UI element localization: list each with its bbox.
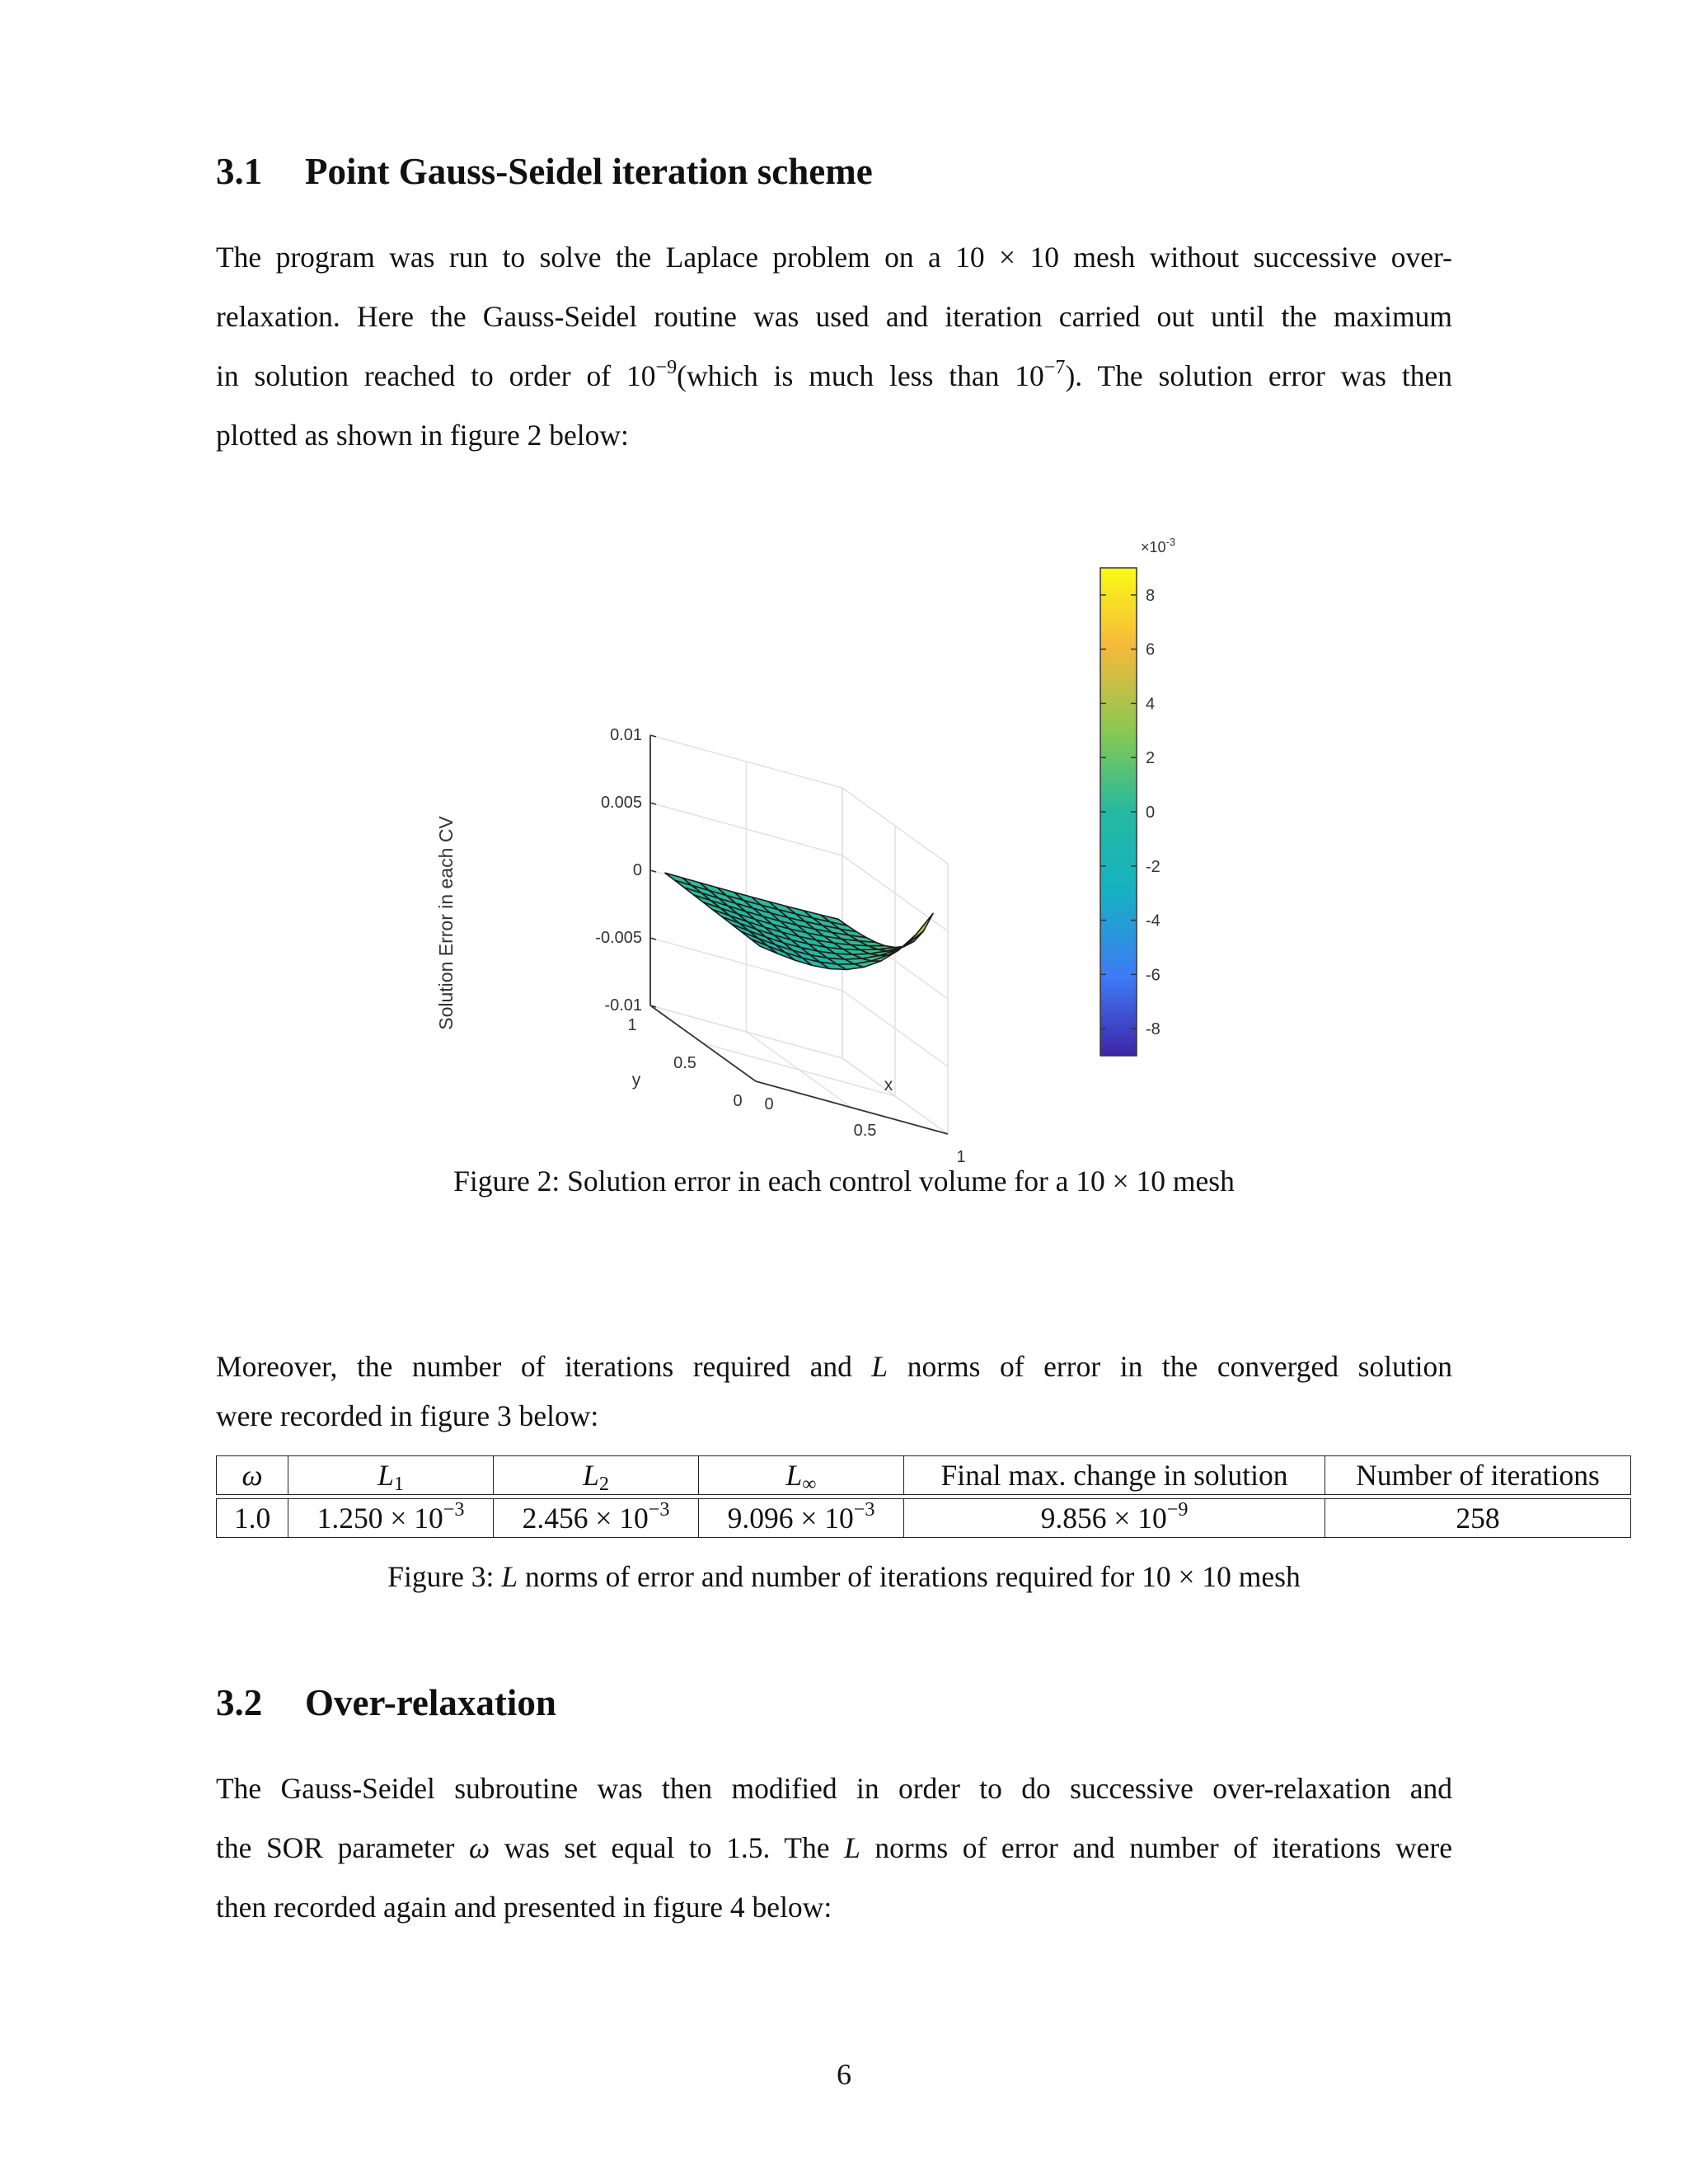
text-run: (which is much less than 10 — [677, 359, 1044, 392]
colorbar-tick-label: 0 — [1146, 804, 1156, 822]
superscript: −9 — [655, 356, 678, 379]
section-heading-3-2 — [216, 1681, 556, 1724]
text-run: norms of error in the converged solution — [888, 1350, 1452, 1383]
paragraph-line: the SOR parameter ω was set equal to 1.5. The L norms of error and number of iterations were — [216, 1831, 1453, 1864]
table-row — [216, 1498, 1631, 1538]
table-header-row — [216, 1455, 1631, 1495]
paragraph-line: relaxation. Here the Gauss-Seidel routine was used and iteration carried out until the maximum — [216, 300, 1452, 333]
z-tick-mark — [650, 803, 656, 804]
colorbar-multiplier: $\times 10^{-3}$ — [1141, 536, 1176, 555]
paragraph-intro — [216, 227, 1452, 465]
error-surface — [665, 873, 933, 969]
figure-2 — [412, 527, 1203, 1166]
x-axis-label: x — [884, 1076, 893, 1094]
z-tick-label: 0.005 — [600, 794, 642, 812]
x-tick-label: 1 — [956, 1148, 966, 1166]
paragraph-sor — [216, 1759, 1452, 1937]
text-run: Moreover, the number of iterations required and — [216, 1350, 872, 1383]
header-final-change: Final max. change in solution — [904, 1455, 1325, 1495]
section-title: Over-relaxation — [305, 1682, 556, 1723]
y-tick-label: 0.5 — [673, 1054, 696, 1072]
z-tick-label: 0 — [632, 861, 642, 879]
paragraph-line: The Gauss-Seidel subroutine was then modified in order to do successive over-relaxation and — [216, 1772, 1452, 1805]
norms-table — [216, 1452, 1631, 1541]
paragraph-line — [216, 346, 1452, 405]
section-heading-3-1 — [216, 150, 873, 193]
y-tick-label: 0 — [733, 1092, 743, 1110]
paragraph-line: then recorded again and presented in figure 4 below: — [216, 1891, 832, 1924]
y-axis-line — [650, 1005, 756, 1081]
figure-2-caption: Figure 2: Solution error in each control volume for a 10 × 10 mesh — [453, 1165, 1235, 1197]
z-tick-mark — [650, 735, 656, 737]
z-axis-label: Solution Error in each CV — [435, 816, 457, 1030]
page-number: 6 — [837, 2058, 851, 2091]
text-run: in solution reached to order of 10 — [216, 359, 656, 392]
superscript: −7 — [1043, 356, 1066, 379]
cell-l2: $2.456 \times 10^{-3}$ — [494, 1498, 699, 1538]
z-tick-mark — [650, 938, 656, 940]
cell-omega: 1.0 — [216, 1498, 288, 1538]
colorbar-tick-label: 2 — [1146, 749, 1156, 768]
figure-3-caption: Figure 3: L norms of error and number of iterations required for 10 × 10 mesh — [387, 1560, 1301, 1593]
surface-plot — [412, 527, 1203, 1166]
paragraph-line: plotted as shown in figure 2 below: — [216, 419, 629, 452]
cell-l1: $1.250 \times 10^{-3}$ — [288, 1498, 494, 1538]
header-l2: $L_2$ — [494, 1455, 699, 1495]
x-tick-label: 0 — [764, 1095, 774, 1113]
y-tick-label: 1 — [627, 1016, 637, 1034]
colorbar-tick-label: 6 — [1146, 640, 1156, 659]
x-axis-line — [756, 1081, 948, 1134]
colorbar-tick-label: -6 — [1146, 966, 1160, 985]
colorbar-tick-label: 4 — [1146, 695, 1156, 714]
paragraph-line — [216, 1342, 1452, 1391]
cell-final-change: $9.856 \times 10^{-9}$ — [904, 1498, 1325, 1538]
colorbar-tick-label: -8 — [1146, 1020, 1160, 1039]
italic-l: L — [871, 1350, 889, 1383]
colorbar-tick-label: -4 — [1146, 912, 1160, 930]
header-iterations: Number of iterations — [1325, 1455, 1631, 1495]
section-number: 3.2 — [216, 1682, 263, 1723]
z-tick-mark — [650, 870, 656, 872]
grid-line-y — [756, 864, 948, 1134]
surface-cell — [907, 913, 934, 944]
z-tick-label: -0.005 — [595, 929, 642, 947]
paragraph-norms — [216, 1342, 1452, 1441]
header-omega: ω — [216, 1455, 288, 1495]
surface-cell — [889, 935, 917, 954]
header-l1: $L_1$ — [288, 1455, 494, 1495]
x-tick-label: 0.5 — [853, 1122, 877, 1140]
grid-line-z — [650, 735, 948, 864]
colorbar-tick-label: 8 — [1146, 586, 1156, 605]
z-tick-label: -0.01 — [604, 996, 642, 1015]
cell-linf: $9.096 \times 10^{-3}$ — [699, 1498, 904, 1538]
z-tick-label: 0.01 — [610, 726, 642, 744]
y-axis-label: y — [631, 1071, 641, 1090]
cell-iterations: 258 — [1325, 1498, 1631, 1538]
paragraph-line: were recorded in figure 3 below: — [216, 1399, 599, 1432]
section-number: 3.1 — [216, 151, 263, 192]
section-title: Point Gauss-Seidel iteration scheme — [305, 151, 873, 192]
text-run: ). The solution error was then — [1065, 359, 1452, 392]
colorbar-tick-label: -2 — [1146, 857, 1160, 876]
paragraph-line: The program was run to solve the Laplace problem on a 10 × 10 mesh without successive over- — [216, 241, 1452, 274]
header-linf: $L_\infty$ — [699, 1455, 904, 1495]
